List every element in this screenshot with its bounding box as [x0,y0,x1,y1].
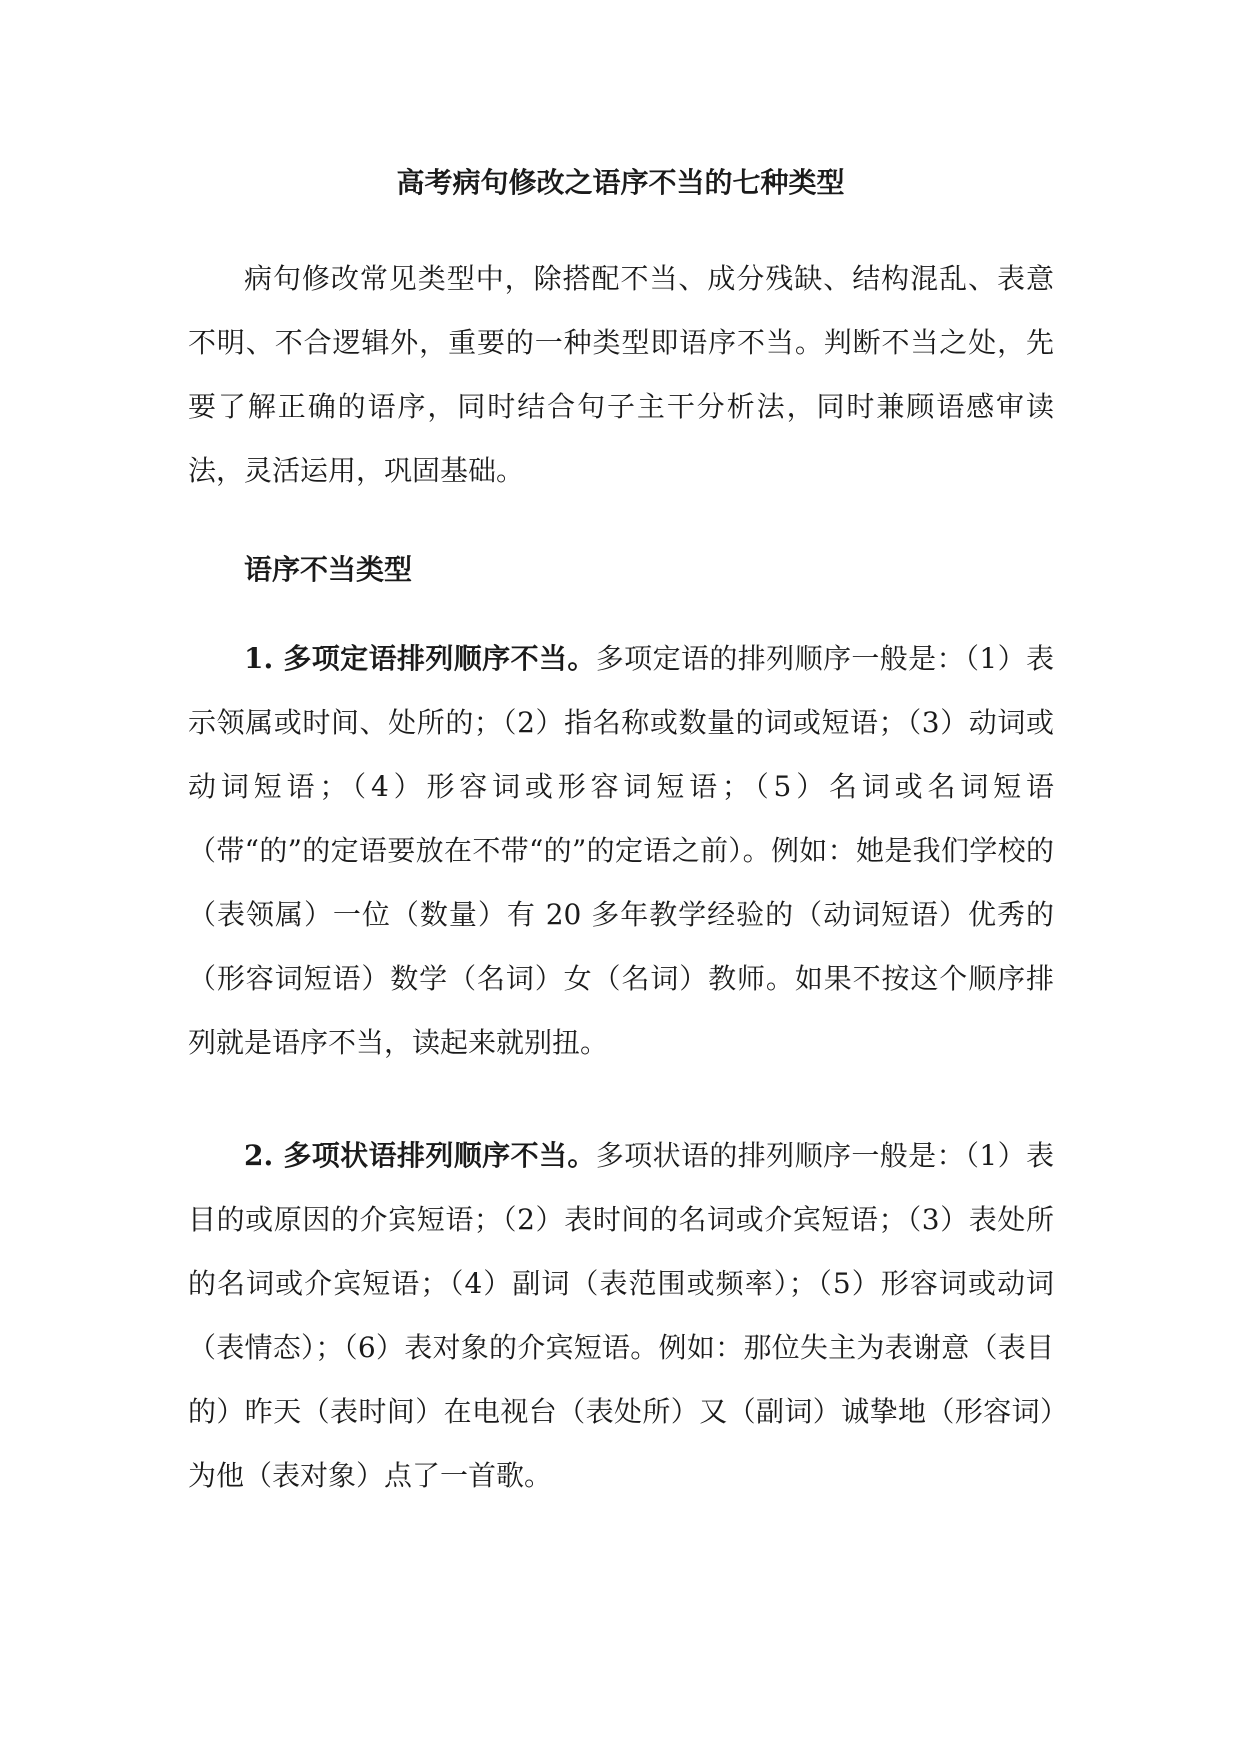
intro-paragraph: 病句修改常见类型中，除搭配不当、成分残缺、结构混乱、表意不明、不合逻辑外，重要的一种类型即语序不当。判断不当之处，先要了解正确的语序，同时结合句子主干分析法，同时兼顾语感审读法，灵活运用，巩固基础。 [188,262,1054,487]
document-title: 高考病句修改之语序不当的七种类型 [396,166,845,199]
item-paragraph-2 [188,1124,1054,1508]
item-2-body: 多项状语的排列顺序一般是：（1）表目的或原因的介宾短语；（2）表时间的名词或介宾短语；（3）表处所的名词或介宾短语；（4）副词（表范围或频率）；（5）形容词或动词（表情态）；（6）表对象的介宾短语。例如：那位失主为表谢意（表目的）昨天（表时间）在电视台（表处所）又（副词）诚挚地（形容词）为他（表对象）点了一首歌。 [188,1139,1054,1492]
item-2-lead: 2. 多项状语排列顺序不当。 [244,1139,596,1172]
item-paragraph-1 [188,627,1054,1075]
item-1-body: 多项定语的排列顺序一般是：（1）表示领属或时间、处所的；（2）指名称或数量的词或短语；（3）动词或动词短语；（4）形容词或形容词短语；（5）名词或名词短语（带“的”的定语要放在不带“的”的定语之前）。例如：她是我们学校的（表领属）一位（数量）有 20 多年教学经验的（动词短语）优秀的（形容词短语）数学（名词）女（名词）教师。如果不按这个顺序排列就是语序不当，读起来就别扭。 [188,642,1054,1059]
item-1-lead: 1. 多项定语排列顺序不当。 [244,642,596,675]
section-heading: 语序不当类型 [244,553,413,586]
